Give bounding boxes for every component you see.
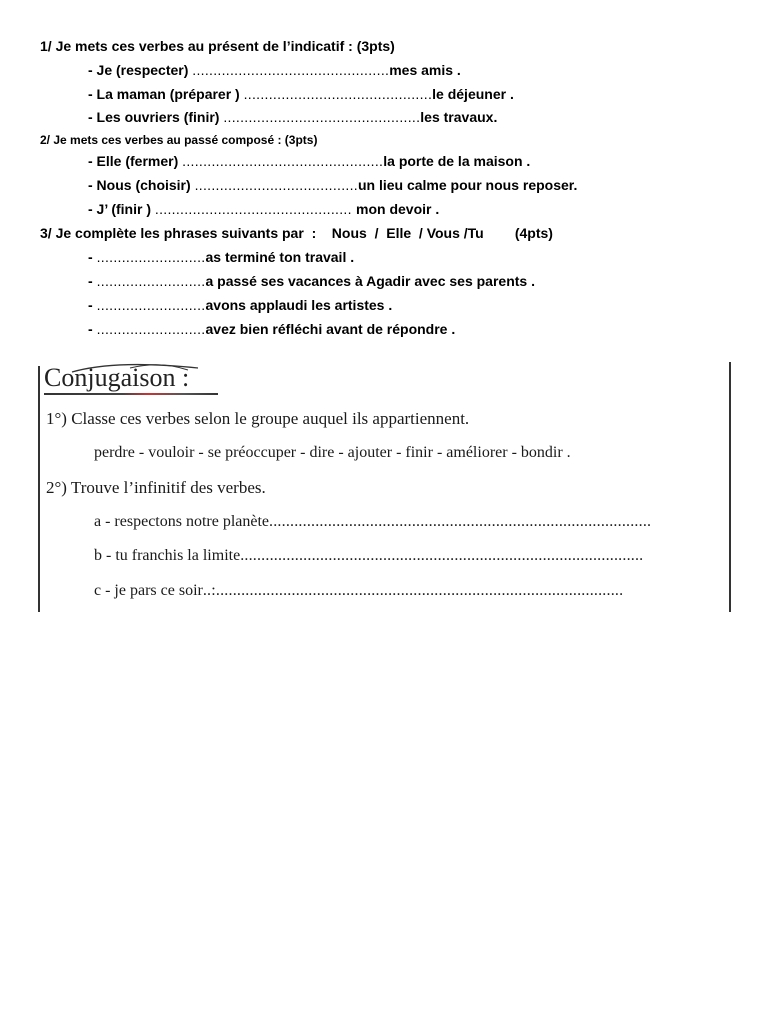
exercise3-heading: 3/ Je complète les phrases suivants par : Nous / Elle / Vous /Tu (4pts) (40, 225, 553, 241)
infinitive-item (94, 545, 643, 567)
left-border-line (38, 366, 40, 612)
item-prefix: - Nous (choisir) (88, 177, 195, 193)
exercise2-heading: 2/ Je mets ces verbes au passé composé : (3pts) (40, 133, 318, 147)
item-prefix: - Je (respecter) (88, 62, 193, 78)
item-suffix: avons applaudi les artistes . (205, 297, 393, 313)
blank-line: ....................................... (194, 177, 358, 193)
blank-line: ............................................... (154, 201, 356, 217)
conjugaison-title: Conjugaison : (44, 363, 190, 392)
exercise1-item (88, 85, 514, 103)
item-suffix: avez bien réfléchi avant de répondre . (205, 321, 456, 337)
blank-line: ............................................... (223, 109, 421, 125)
question-1: 1°) Classe ces verbes selon le groupe auquel ils appartiennent. (46, 409, 470, 428)
exercise1-heading: 1/ Je mets ces verbes au présent de l’indicatif : (3pts) (40, 38, 395, 54)
blank-line: ............................................. (243, 86, 433, 102)
item-suffix: un lieu calme pour nous reposer. (357, 177, 578, 193)
item-prefix: - (88, 249, 97, 265)
item-text: b - tu franchis la limite (94, 547, 241, 564)
item-prefix: - (88, 273, 97, 289)
item-suffix: le déjeuner . (432, 86, 514, 102)
item-prefix: - Les ouvriers (finir) (88, 109, 224, 125)
right-border-line (729, 362, 731, 612)
title-underline (44, 393, 218, 395)
blank-line: ................................................................................................ (240, 547, 644, 564)
exercise3-item (88, 248, 354, 266)
infinitive-item (94, 580, 623, 602)
exercise3-item (88, 272, 535, 290)
item-text: a - respectons notre planète (94, 513, 270, 530)
exercise3-item (88, 296, 392, 314)
question-2: 2°) Trouve l’infinitif des verbes. (46, 478, 266, 497)
item-suffix: a passé ses vacances à Agadir avec ses parents . (205, 273, 535, 289)
item-suffix: les travaux. (420, 109, 498, 125)
blank-line: .......................... (96, 249, 206, 265)
item-prefix: - (88, 297, 97, 313)
exercise2-item (88, 200, 439, 218)
item-suffix: as terminé ton travail . (205, 249, 355, 265)
infinitive-item (94, 511, 651, 533)
item-text: c - je pars ce soir (94, 582, 203, 599)
verbs-list: perdre - vouloir - se préoccuper - dire - ajouter - finir - améliorer - bondir . (94, 444, 571, 461)
item-prefix: - La maman (préparer ) (88, 86, 244, 102)
exercise2-item (88, 176, 577, 194)
item-suffix: mes amis . (389, 62, 461, 78)
blank-line: .......................... (96, 321, 206, 337)
item-prefix: - (88, 321, 97, 337)
exercise3-item (88, 320, 455, 338)
blank-line: ................................................ (182, 153, 384, 169)
item-suffix: la porte de la maison . (383, 153, 531, 169)
blank-line: ..:................................................................................................. (202, 582, 624, 599)
exercise1-item (88, 108, 497, 126)
blank-line: ........................................................................................... (269, 513, 652, 530)
item-prefix: - J’ (finir ) (88, 201, 155, 217)
item-prefix: - Elle (fermer) (88, 153, 183, 169)
blank-line: .......................... (96, 297, 206, 313)
blank-line: ............................................... (192, 62, 390, 78)
blank-line: .......................... (96, 273, 206, 289)
exercise2-item (88, 152, 530, 170)
item-suffix: mon devoir . (356, 201, 440, 217)
exercise1-item (88, 61, 461, 79)
